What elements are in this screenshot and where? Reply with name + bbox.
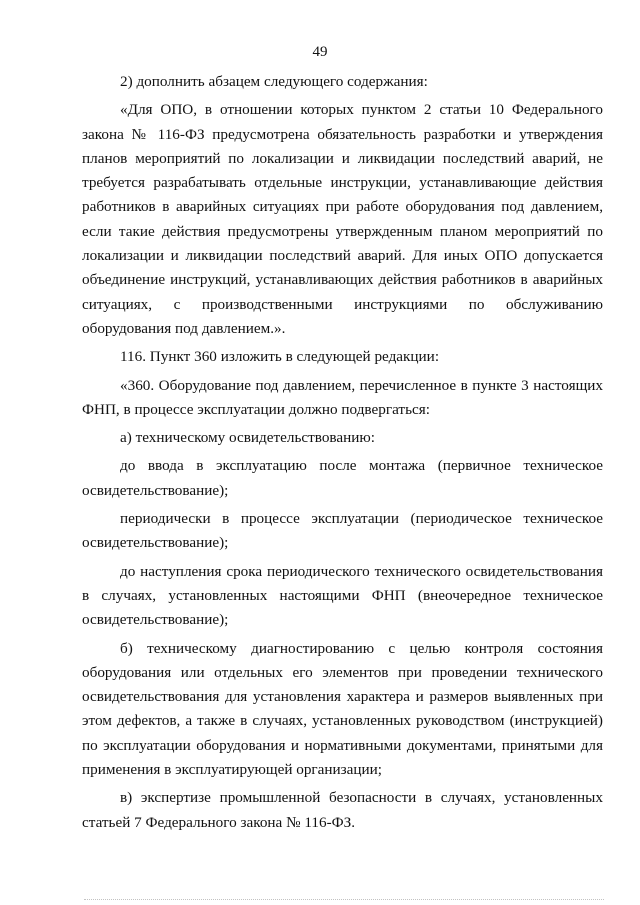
paragraph-primary-examination: до ввода в эксплуатацию после монтажа (первичное техническое освидетельствование); [82,457,603,499]
scan-artifact-line [84,899,604,900]
page-number: 49 [312,44,328,60]
paragraph-safety-expertise: в) экспертизе промышленной безопасности в случаях, установленных статьей 7 Федерального закона № 116-ФЗ. [82,789,603,831]
paragraph-tech-examination: а) техническому освидетельствованию: [120,429,375,447]
paragraph-extraordinary-examination: до наступления срока периодического технического освидетельствования в случаях, установленных настоящими ФНП (внеочередное техническое освидетельствование); [82,562,603,629]
paragraph-item-116: 116. Пункт 360 изложить в следующей редакции: [120,348,440,366]
paragraph-tech-diagnostics: б) техническому диагностированию с целью контроля состояния оборудования или отдельных его элементов при проведении технического освидетельствования для установления характера и размеров выявленных при этом дефектов, а также в случаях, установленных руководством (инструкцией) по эксплуатации оборудования и нормативными документами, принятыми для применения в эксплуатирующей организации; [82,639,603,779]
paragraph-amend-intro: 2) дополнить абзацем следующего содержания: [120,73,428,90]
document-body [82,70,603,839]
paragraph-periodic-examination: периодически в процессе эксплуатации (периодическое техническое освидетельствование); [82,510,603,552]
paragraph-opo-instructions: «Для ОПО, в отношении которых пунктом 2 статьи 10 Федерального закона № 116-ФЗ предусмотрена обязательность разработки и утверждения планов мероприятий по локализации и ликвидации последствий аварий, не требуется разрабатывать отдельные инструкции, устанавливающие действия работников в аварийных ситуациях при работе оборудования под давлением, если такие действия предусмотрены утвержденным планом мероприятий по локализации и ликвидации последствий аварий. Для иных ОПО допускается объединение инструкций, устанавливающих действия работников в аварийных ситуациях, с производственными инструкциями по обслуживанию оборудования под давлением.». [82,101,603,337]
paragraph-item-360: «360. Оборудование под давлением, перечисленное в пункте 3 настоящих ФНП, в процессе эксплуатации должно подвергаться: [82,376,603,418]
